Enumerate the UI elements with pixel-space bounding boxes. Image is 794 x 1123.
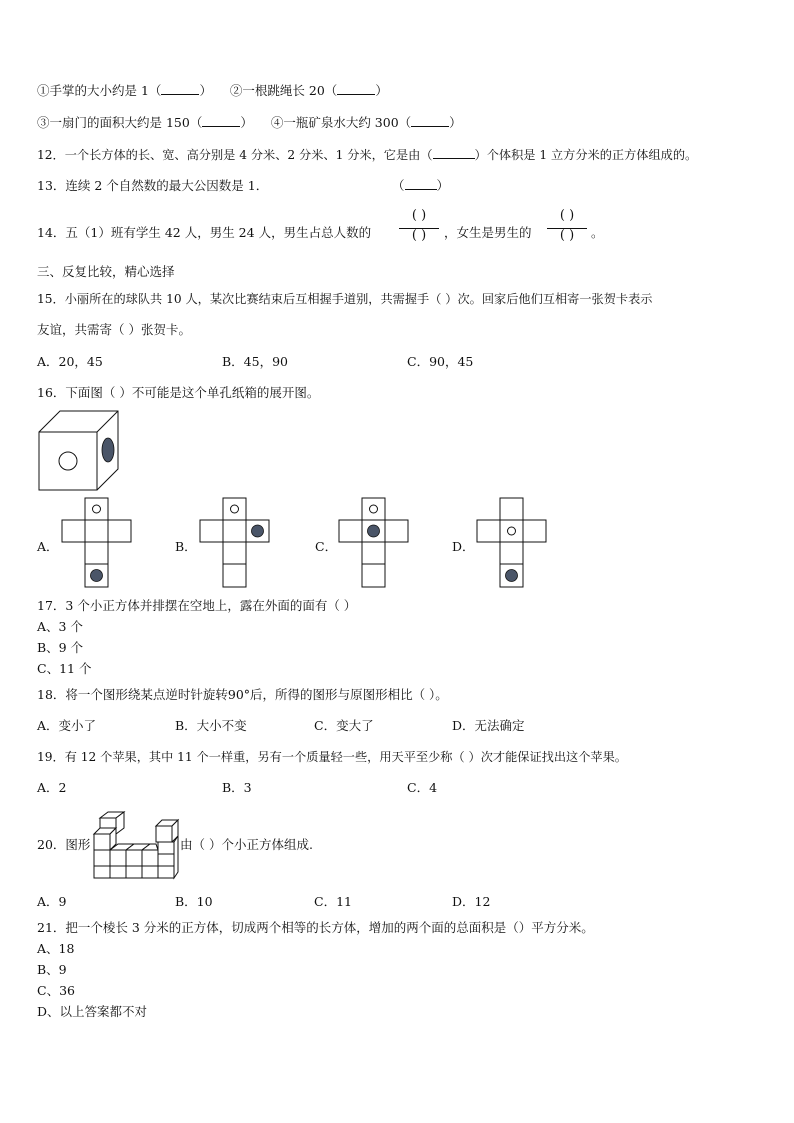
q11-blank3[interactable]	[202, 115, 240, 127]
q11-blank4[interactable]	[411, 115, 449, 127]
q15-option-c[interactable]: C．90，45	[407, 354, 474, 369]
q19-text: 19．有 12 个苹果，其中 11 个一样重，另有一个质量轻一些，用天平至少称（ ）次才能保证找出这个苹果。	[37, 750, 627, 764]
q18-text: 18．将一个图形绕某点逆时针旋转90°后，所得的图形与原图形相比（ ）。	[37, 687, 448, 702]
q11-row2: ③一扇门的面积大约是 150（ ） ④一瓶矿泉水大约 300（ ）	[37, 115, 462, 130]
q20-option-d[interactable]: D．12	[452, 894, 491, 909]
q18-option-a[interactable]: A．变小了	[37, 718, 97, 733]
q15-option-a[interactable]: A．20，45	[37, 354, 103, 369]
q19-option-a[interactable]: A．2	[37, 780, 67, 795]
q11-item4: ④一瓶矿泉水大约 300（	[270, 115, 412, 130]
q14-text-c: 。	[591, 225, 604, 240]
q20-text-a: 20．图形	[37, 837, 91, 852]
q17-option-a[interactable]: A、3 个	[37, 619, 83, 634]
q11-blank2[interactable]	[337, 83, 375, 95]
q11-item3: ③一扇门的面积大约是 150（	[37, 115, 203, 130]
section-title: 三、反复比较，精心选择	[37, 264, 175, 279]
net-d[interactable]	[477, 497, 547, 589]
q18-option-d[interactable]: D．无法确定	[452, 718, 525, 733]
q15-line2: 友谊，共需寄（ ）张贺卡。	[37, 322, 191, 337]
q15-option-b[interactable]: B．45，90	[222, 354, 288, 369]
cube-figure	[38, 410, 120, 492]
q11-blank1[interactable]	[161, 83, 199, 95]
q14-text-a: 14．五（1）班有学生 42 人，男生 24 人，男生占总人数的	[37, 225, 372, 240]
q14-fraction-1[interactable]: ( ) ( )	[397, 210, 441, 246]
q13-blank[interactable]	[405, 178, 437, 190]
q21-option-c[interactable]: C、36	[37, 983, 75, 998]
q16-text: 16．下面图（ ）不可能是这个单孔纸箱的展开图。	[37, 385, 320, 400]
q13: 13．连续 2 个自然数的最大公因数是 1．	[37, 178, 269, 193]
q14-fraction-2[interactable]: ( ) ( )	[545, 210, 589, 246]
net-b[interactable]	[200, 497, 270, 589]
q18-option-c[interactable]: C．变大了	[314, 718, 374, 733]
stacked-cubes-figure	[94, 810, 180, 880]
q18-option-b[interactable]: B．大小不变	[175, 718, 247, 733]
q19-option-c[interactable]: C．4	[407, 780, 438, 795]
q16-option-b-label[interactable]: B．	[175, 539, 197, 554]
q21-option-b[interactable]: B、9	[37, 962, 67, 977]
q12: 12．一个长方体的长、宽、高分别是 4 分米、2 分米、1 分米，它是由（ ）个体积是 1 立方分米的正方体组成的。	[37, 148, 698, 162]
q16-option-c-label[interactable]: C．	[315, 539, 338, 554]
q12-blank[interactable]	[433, 147, 475, 159]
net-a[interactable]	[62, 497, 132, 589]
q17-option-b[interactable]: B、9 个	[37, 640, 84, 655]
net-c[interactable]	[339, 497, 409, 589]
q11-row1: ①手掌的大小约是 1（ ） ②一根跳绳长 20（ ）	[37, 83, 388, 98]
q16-option-a-label[interactable]: A．	[37, 539, 59, 554]
q19-option-b[interactable]: B．3	[222, 780, 252, 795]
q17-text: 17．3 个小正方体并排摆在空地上，露在外面的面有（ ）	[37, 598, 357, 613]
q15-line1: 15．小丽所在的球队共 10 人，某次比赛结束后互相握手道别，共需握手（ ）次。回家后他们互相寄一张贺卡表示	[37, 292, 653, 306]
q20-text-b: 由（ ）个小正方体组成.	[180, 837, 313, 852]
q21-text: 21．把一个棱长 3 分米的正方体，切成两个相等的长方体，增加的两个面的总面积是（）平方分米。	[37, 920, 594, 935]
q21-option-d[interactable]: D、以上答案都不对	[37, 1004, 148, 1019]
side-dot-icon	[102, 438, 114, 462]
q20-option-a[interactable]: A．9	[37, 894, 67, 909]
q16-option-d-label[interactable]: D．	[452, 539, 475, 554]
q21-option-a[interactable]: A、18	[37, 941, 75, 956]
q20-option-b[interactable]: B．10	[175, 894, 213, 909]
hole-circle-icon	[59, 452, 77, 470]
q13-answer: （ ）	[392, 178, 450, 193]
q14-text-b: ，女生是男生的	[444, 225, 532, 240]
q11-item1: ①手掌的大小约是 1（	[37, 83, 162, 98]
q17-option-c[interactable]: C、11 个	[37, 661, 92, 676]
q11-item2: ②一根跳绳长 20（	[229, 83, 338, 98]
q20-option-c[interactable]: C．11	[314, 894, 352, 909]
